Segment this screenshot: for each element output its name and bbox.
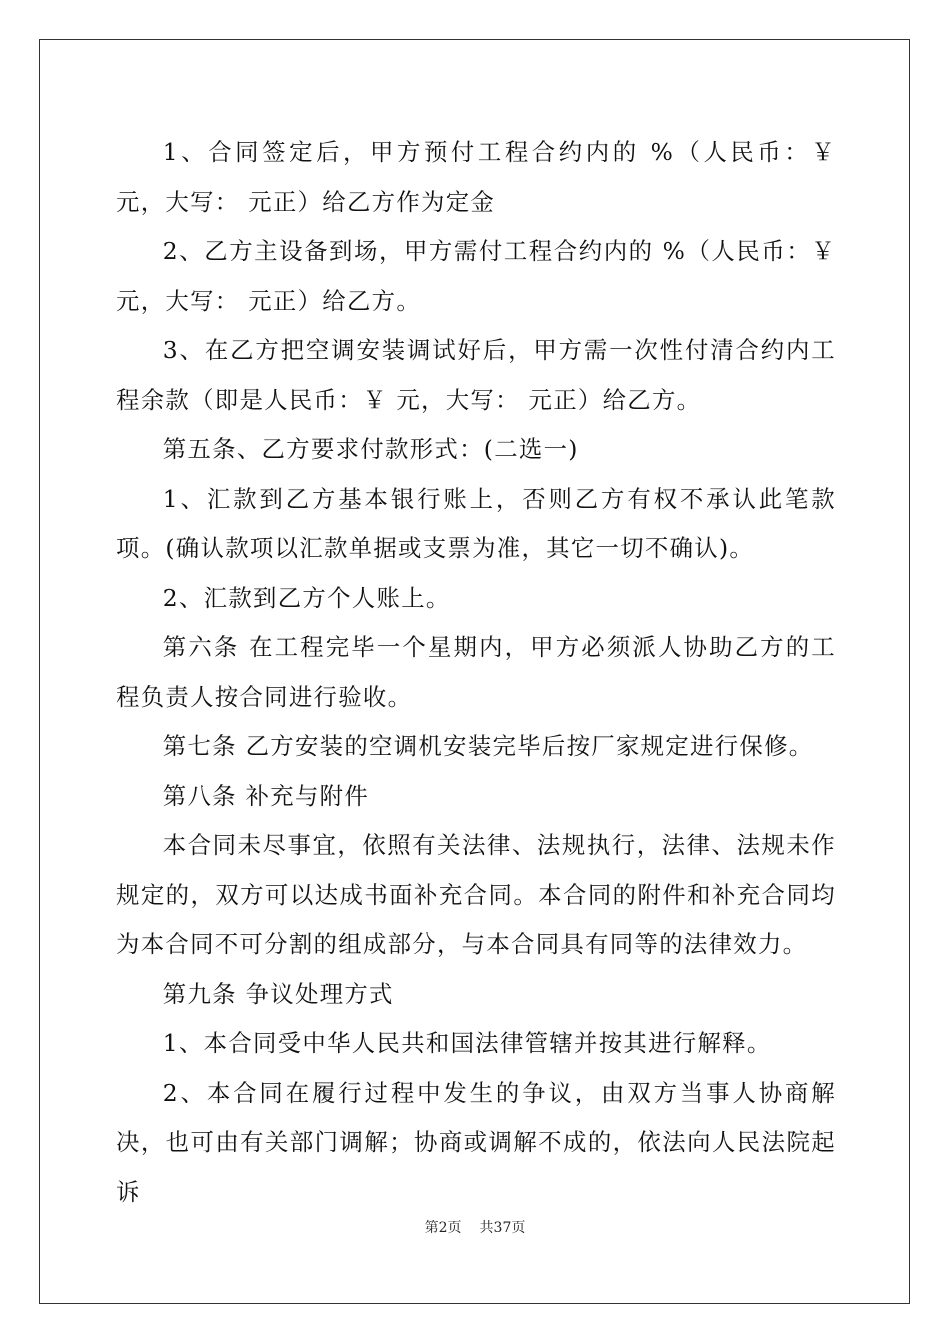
- paragraph-dispute-2: 2、本合同在履行过程中发生的争议，由双方当事人协商解决，也可由有关部门调解；协商或调解不成的，依法向人民法院起诉: [116, 1078, 836, 1206]
- paragraph-method-2: 2、汇款到乙方个人账上。: [162, 583, 451, 612]
- article-8-heading: 第八条 补充与附件: [162, 781, 370, 810]
- article-5-heading: 第五条、乙方要求付款形式：(二选一): [162, 435, 579, 463]
- paragraph-dispute-1: 1、本合同受中华人民共和国法律管辖并按其进行解释。: [162, 1029, 772, 1057]
- article-6: 第六条 在工程完毕一个星期内，甲方必须派人协助乙方的工程负责人按合同进行验收。: [116, 633, 836, 711]
- page-number: 第2页: [424, 1220, 462, 1236]
- paragraph-payment-2: 2、乙方主设备到场，甲方需付工程合约内的 %（人民币：￥ 元，大写： 元正）给乙方。: [116, 237, 836, 315]
- paragraph-supplement: 本合同未尽事宜，依照有关法律、法规执行，法律、法规未作规定的，双方可以达成书面补充合同。本合同的附件和补充合同均为本合同不可分割的组成部分，与本合同具有同等的法律效力。: [116, 831, 836, 958]
- article-9-heading: 第九条 争议处理方式: [162, 979, 394, 1008]
- page-total: 共37页: [479, 1220, 526, 1236]
- document-body: [116, 128, 836, 1217]
- article-7: 第七条 乙方安装的空调机安装完毕后按厂家规定进行保修。: [162, 732, 814, 760]
- page-footer: [0, 1218, 950, 1238]
- paragraph-payment-1: 1、合同签定后，甲方预付工程合约内的 %（人民币：￥ 元，大写： 元正）给乙方作为定金: [116, 138, 836, 216]
- paragraph-method-1: 1、汇款到乙方基本银行账上，否则乙方有权不承认此笔款项。(确认款项以汇款单据或支票为准，其它一切不确认)。: [116, 484, 836, 562]
- paragraph-payment-3: 3、在乙方把空调安装调试好后，甲方需一次性付清合约内工程余款（即是人民币：￥ 元，大写： 元正）给乙方。: [116, 336, 836, 414]
